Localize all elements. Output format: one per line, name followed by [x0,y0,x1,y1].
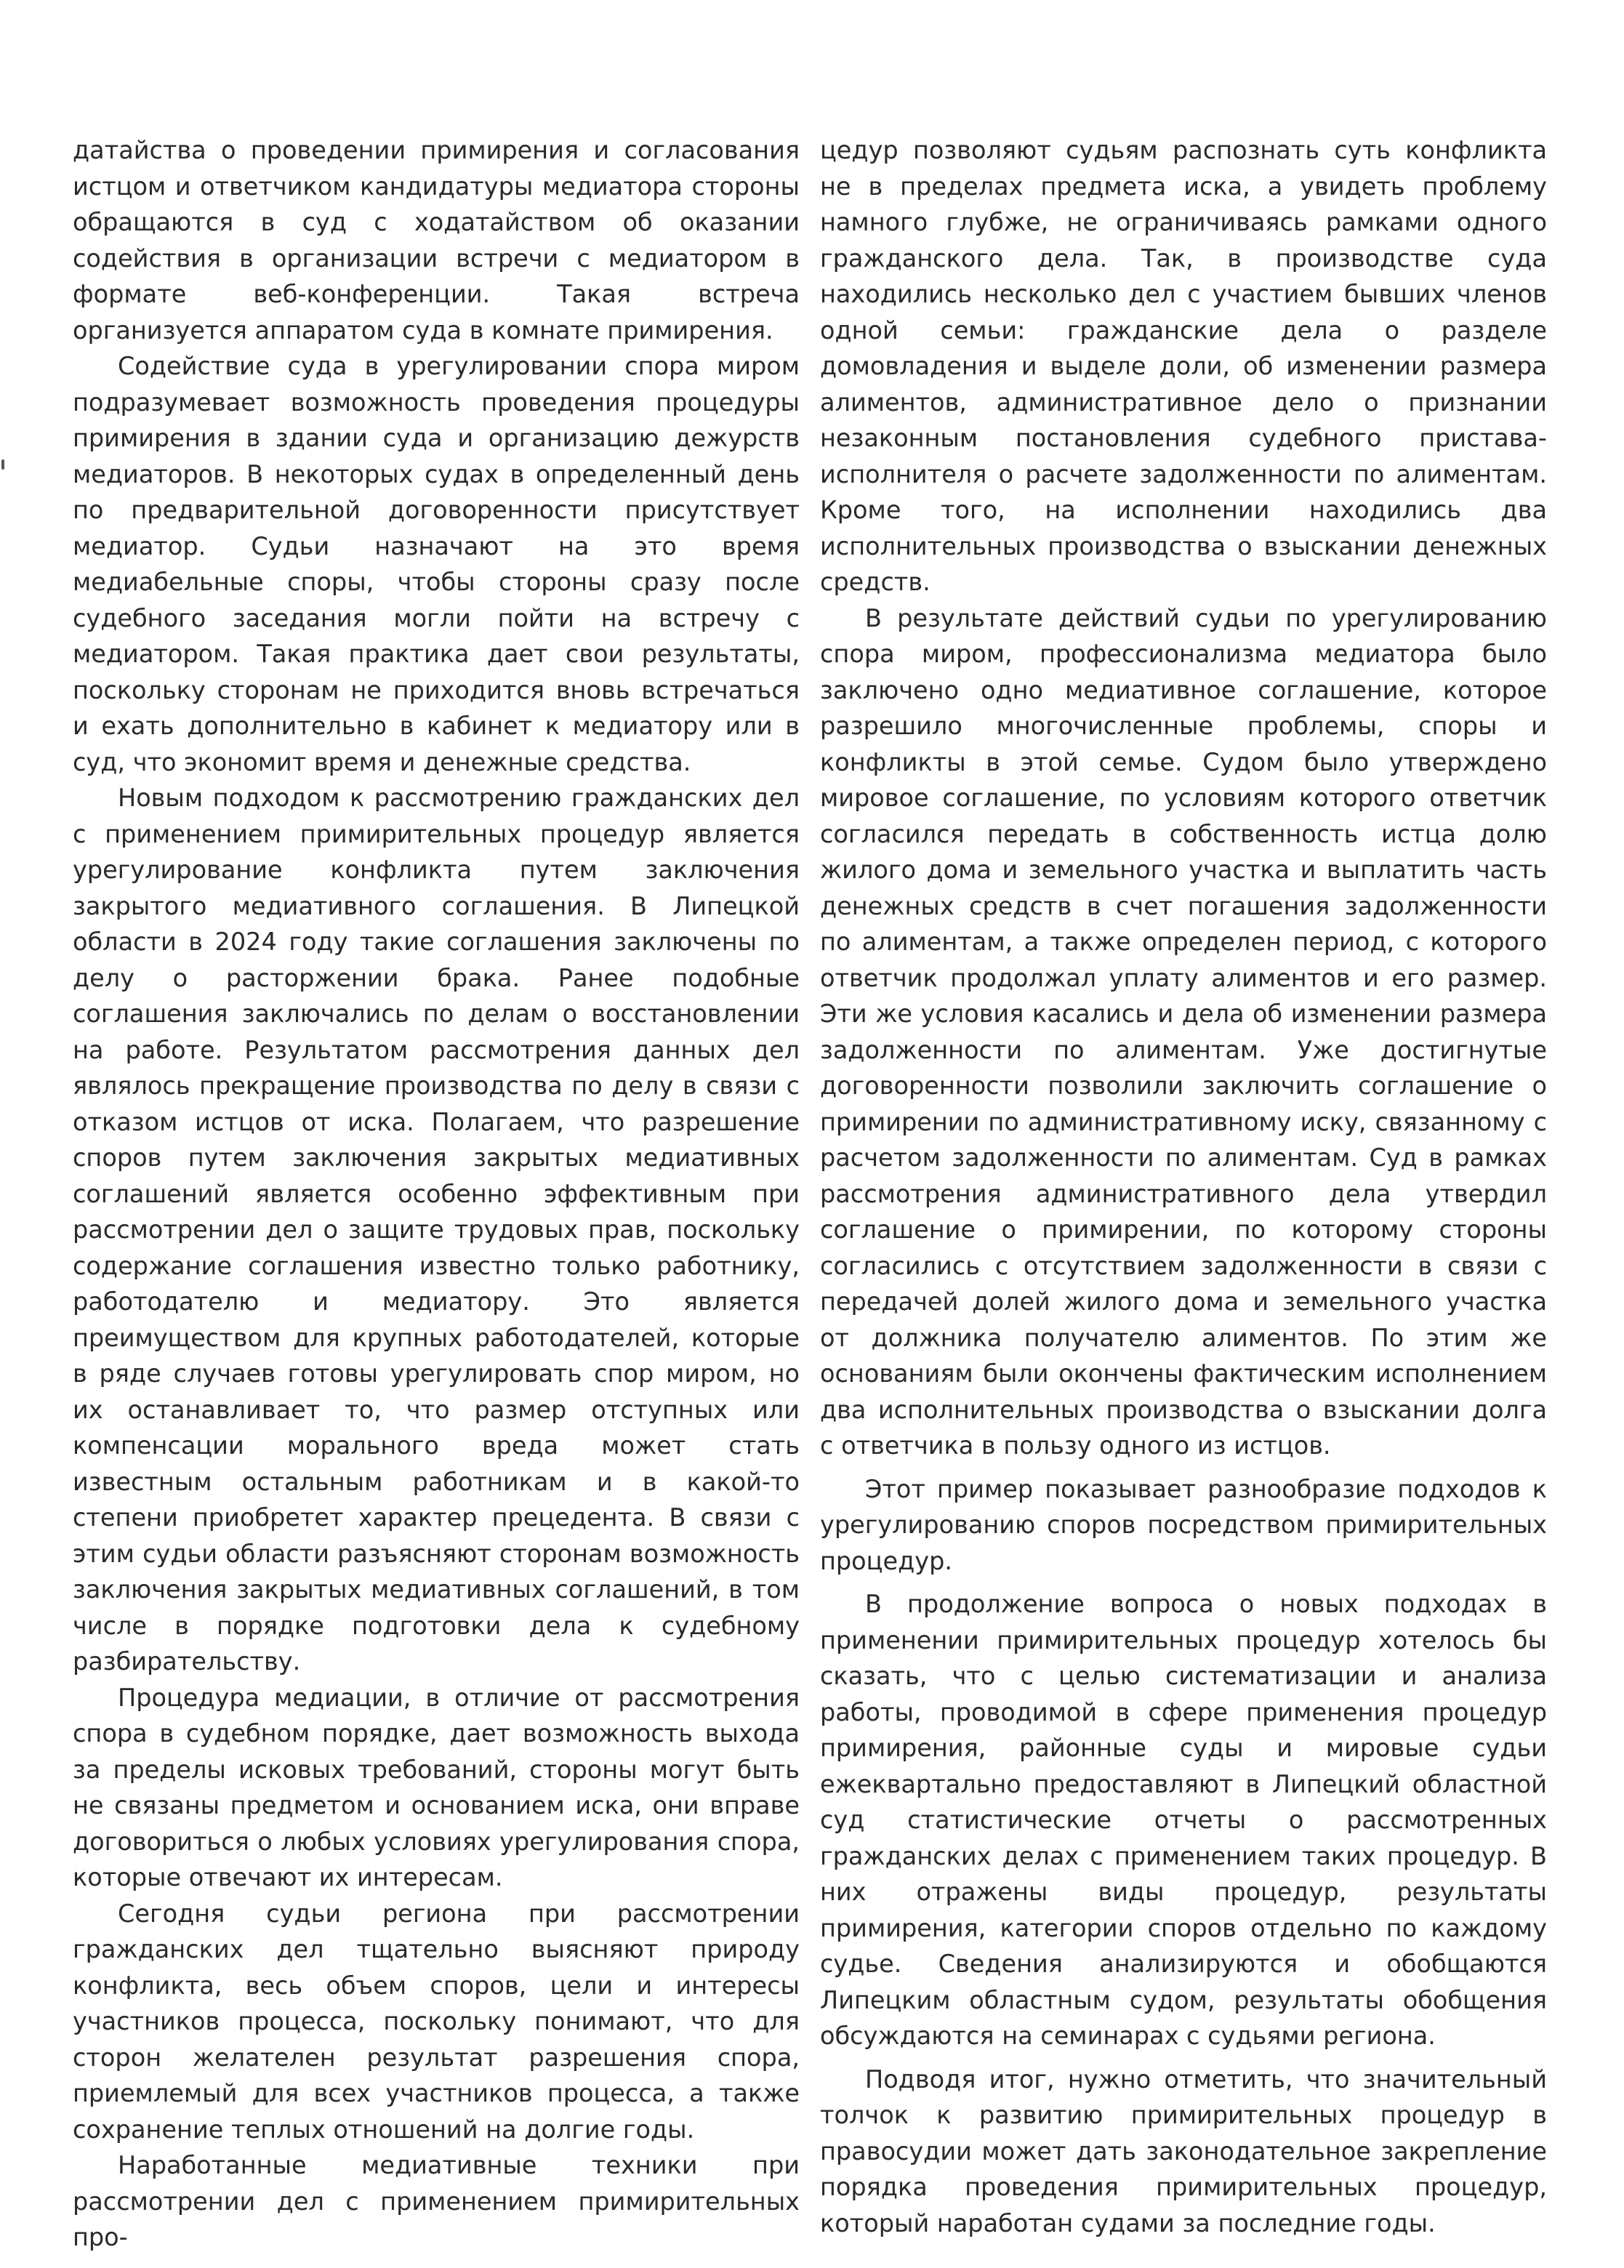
right-paragraph-2: В результате действий судьи по урегулированию спора миром, профессионализма медиатора было заключено одно медиативное соглашение, которое разрешило многочисленные проблемы, споры и конфликты в этой семье. Судом было утверждено мировое соглашение, по условиям которого ответчик согласился передать в собственность истца долю жилого дома и земельного участка и выплатить часть денежных средств в счет погашения задолженности по алиментам, а также определен период, с которого ответчик продолжал уплату алиментов и его размер. Эти же условия касались и дела об изменении размера задолженности по алиментам. Уже достигнутые договоренности позволили заключить соглашение о примирении по административному иску, связанному с расчетом задолженности по алиментам. Суд в рамках рассмотрения административного дела утвердил соглашение о примирении, по которому стороны согласились с отсутствием задолженности в связи с передачей долей жилого дома и земельного участка от должника получателю алиментов. По этим же основаниям были окончены фактическим исполнением два исполнительных производства о взыскании долга с ответчика в пользу одного из истцов. [820,603,1547,1460]
left-paragraph-2: Содействие суда в урегулировании спора миром подразумевает возможность проведения процедуры примирения в здании суда и организацию дежурств медиаторов. В некоторых судах в определенный день по предварительной договоренности присутствует медиатор. Судьи назначают на это время медиабельные споры, чтобы стороны сразу после судебного заседания могли пойти на встречу с медиатором. Такая практика дает свои результаты, поскольку сторонам не приходится вновь встречаться и ехать дополнительно в кабинет к медиатору или в суд, что экономит время и денежные средства. [73,352,800,776]
right-paragraph-4: В продолжение вопроса о новых подходах в применении примирительных процедур хотелось бы сказать, что с целью систематизации и анализа работы, проводимой в сфере применения процедур примирения, районные суды и мировые судьи ежеквартально предоставляют в Липецкий областной суд статистические отчеты о рассмотренных гражданских делах с применением таких процедур. В них отражены виды процедур, результаты примирения, категории споров отдельно по каждому судье. Сведения анализируются и обобщаются Липецким областным судом, результаты обобщения обсуждаются на семинарах с судьями региона. [820,1590,1547,2050]
right-paragraph-1: цедур позволяют судьям распознать суть конфликта не в пределах предмета иска, а увидеть проблему намного глубже, не ограничиваясь рамками одного гражданского дела. Так, в производстве суда находились несколько дел с участием бывших членов одной семьи: гражданские дела о разделе домовладения и выделе доли, об изменении размера алиментов, административное дело о признании незаконным постановления судебного пристава-исполнителя о расчете задолженности по алиментам. Кроме того, на исполнении находились два исполнительных производства о взыскании денежных средств. [820,136,1547,596]
right-column [820,132,1547,2241]
left-paragraph-4: Процедура медиации, в отличие от рассмотрения спора в судебном порядке, дает возможность выхода за пределы исковых требований, стороны могут быть не связаны предметом и основанием иска, они вправе договориться о любых условиях урегулирования спора, которые отвечают их интересам. [73,1683,800,1891]
right-paragraph-5: Подводя итог, нужно отметить, что значительный толчок к развитию примирительных процедур в правосудии может дать законодательное закрепление порядка проведения примирительных процедур, который наработан судами за последние годы. [820,2064,1547,2237]
left-column [73,132,800,2256]
margin-mark [1,459,4,470]
left-paragraph-1: датайства о проведении примирения и согласования истцом и ответчиком кандидатуры медиатора стороны обращаются в суд с ходатайством об оказании содействия в организации встречи с медиатором в формате веб-конференции. Такая встреча организуется аппаратом суда в комнате примирения. [73,136,800,345]
left-paragraph-5: Сегодня судьи региона при рассмотрении гражданских дел тщательно выясняют природу конфликта, весь объем споров, цели и интересы участников процесса, поскольку понимают, что для сторон желателен результат разрешения спора, приемлемый для всех участников процесса, а также сохранение теплых отношений на долгие годы. [73,1899,800,2144]
left-paragraph-3: Новым подходом к рассмотрению гражданских дел с применением примирительных процедур является урегулирование конфликта путем заключения закрытого медиативного соглашения. В Липецкой области в 2024 году такие соглашения заключены по делу о расторжении брака. Ранее подобные соглашения заключались по делам о восстановлении на работе. Результатом рассмотрения данных дел являлось прекращение производства по делу в связи с отказом истцов от иска. Полагаем, что разрешение споров путем заключения закрытых медиативных соглашений является особенно эффективным при рассмотрении дел о защите трудовых прав, поскольку содержание соглашения известно только работнику, работодателю и медиатору. Это является преимуществом для крупных работодателей, которые в ряде случаев готовы урегулировать спор миром, но их останавливает то, что размер отступных или компенсации морального вреда может стать известным остальным работникам и в какой-то степени приобретет характер прецедента. В связи с этим судьи области разъясняют сторонам возможность заключения закрытых медиативных соглашений, в том числе в порядке подготовки дела к судебному разбирательству. [73,784,800,1676]
right-paragraph-3: Этот пример показывает разнообразие подходов к урегулированию споров посредством примирительных процедур. [820,1474,1547,1575]
left-paragraph-6: Наработанные медиативные техники при рассмотрении дел с применением примирительных про- [73,2151,800,2251]
